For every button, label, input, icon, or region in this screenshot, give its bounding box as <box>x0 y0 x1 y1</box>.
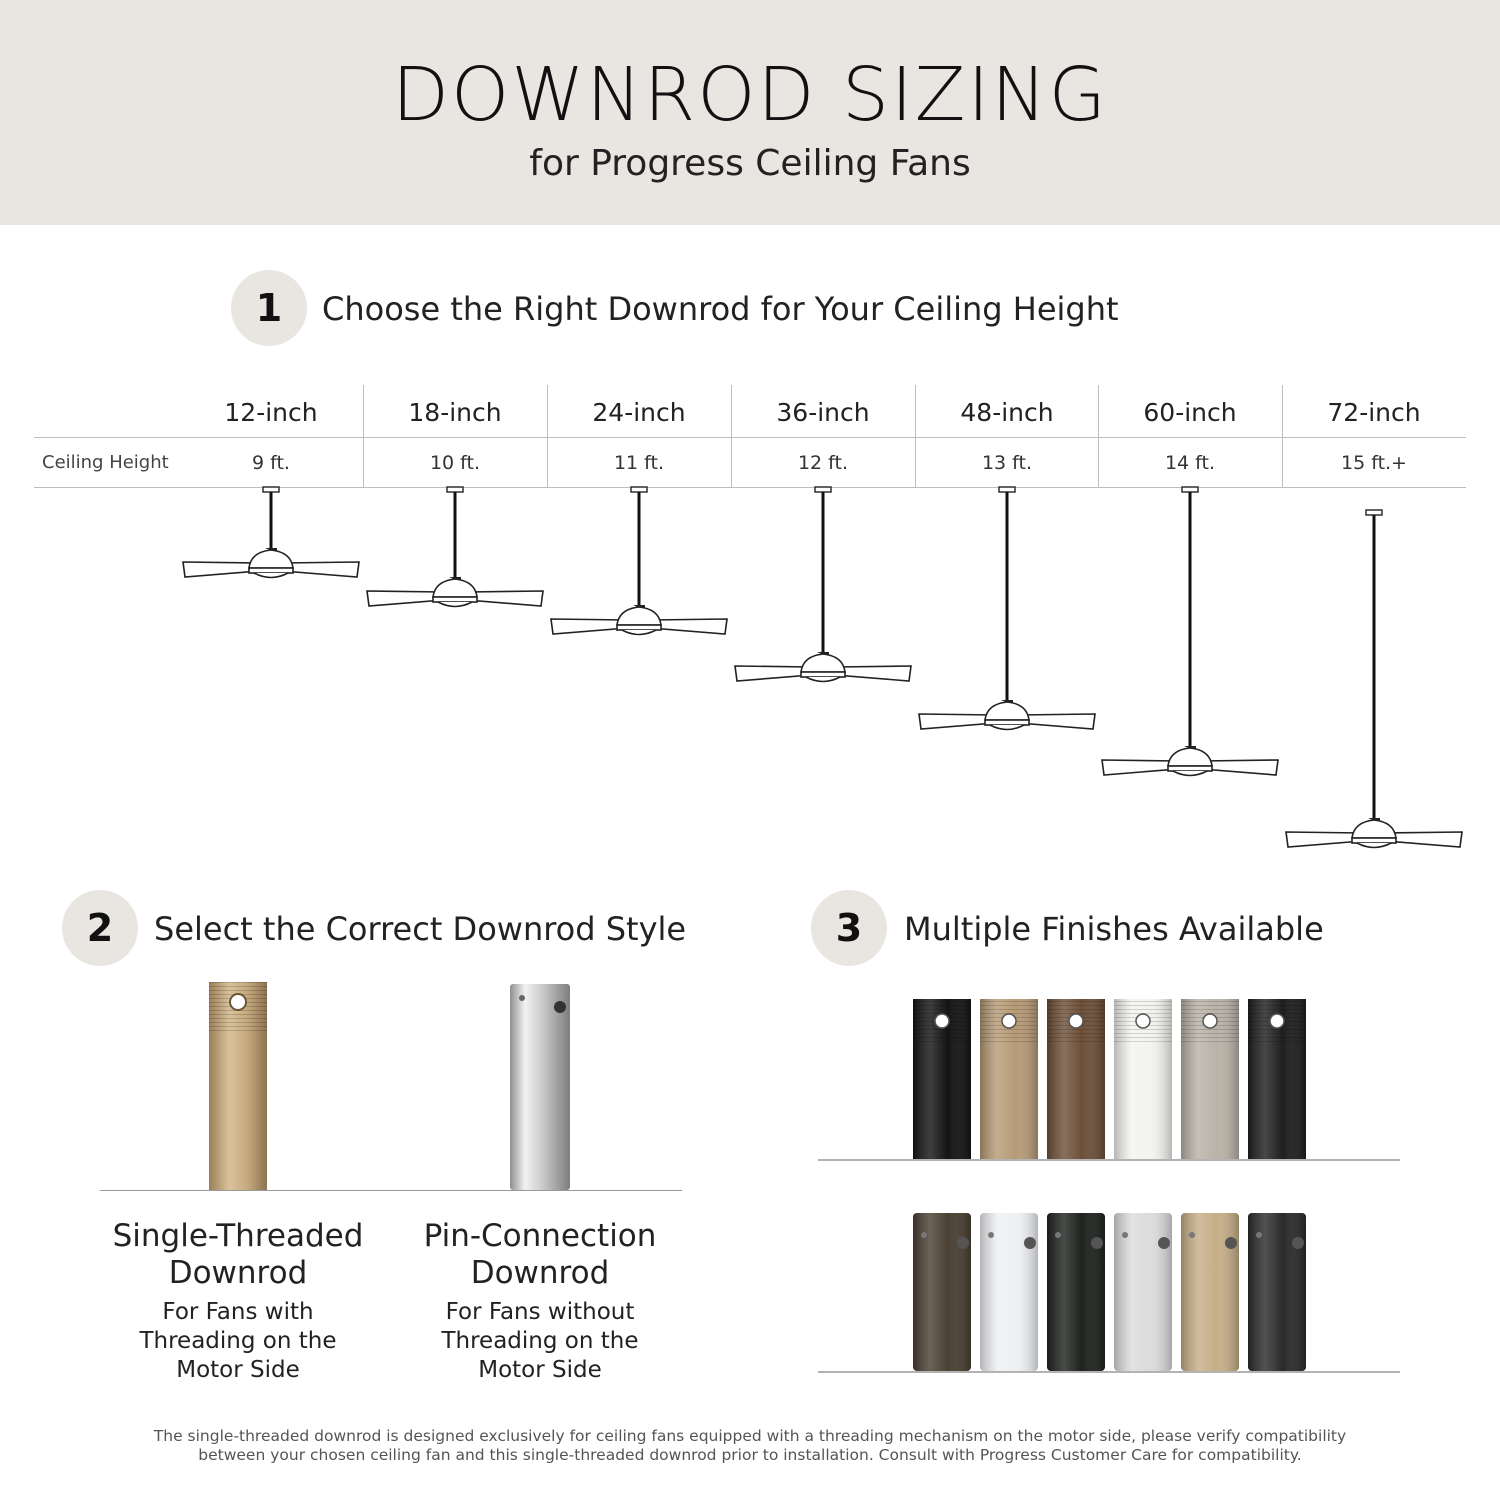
fan-72-inch <box>1286 510 1462 848</box>
step-3-badge: 3 <box>811 890 887 966</box>
threaded-finish-swatch <box>980 999 1038 1159</box>
ceiling-height-11: 11 ft. <box>613 452 665 474</box>
finish-swatches <box>800 985 1420 1385</box>
pin-finish-swatch <box>1248 1213 1306 1371</box>
pin-finish-swatch <box>1114 1213 1172 1371</box>
ceiling-height-12: 12 ft. <box>797 452 849 474</box>
ceiling-height-14: 14 ft. <box>1164 452 1216 474</box>
fan-60-inch <box>1102 487 1278 776</box>
ceiling-height-13: 13 ft. <box>981 452 1033 474</box>
pin-connection-name: Pin-Connection Downrod <box>423 1218 657 1291</box>
threaded-finish-row <box>913 999 1306 1159</box>
step-2-title: Select the Correct Downrod Style <box>154 910 687 948</box>
threaded-finish-swatch <box>913 999 971 1159</box>
ceiling-height-9: 9 ft. <box>252 452 290 474</box>
downrod-size-18: 18-inch <box>408 398 502 427</box>
step-1-title: Choose the Right Downrod for Your Ceiling Height <box>322 290 1119 328</box>
page-title: DOWNROD SIZING <box>392 52 1108 138</box>
single-threaded-name: Single-Threaded Downrod <box>112 1218 364 1291</box>
page-subtitle: for Progress Ceiling Fans <box>529 143 971 184</box>
downrod-size-36: 36-inch <box>776 398 870 427</box>
threaded-finish-swatch <box>1114 999 1172 1159</box>
single-threaded-downrod-image <box>209 982 267 1190</box>
ceiling-height-10: 10 ft. <box>429 452 481 474</box>
step-1-badge: 1 <box>231 270 307 346</box>
compatibility-disclaimer: The single-threaded downrod is designed exclusively for ceiling fans equipped with a threading mechanism on the motor side, please verify compatibility between your chosen ceiling fan and this single-threaded downrod prior to installation. Consult with Progress Customer Care for compatibility. <box>153 1427 1347 1464</box>
downrod-size-60: 60-inch <box>1143 398 1237 427</box>
threaded-finish-swatch <box>1047 999 1105 1159</box>
fan-36-inch <box>735 487 911 682</box>
step-3-title: Multiple Finishes Available <box>904 910 1324 948</box>
downrod-size-48: 48-inch <box>960 398 1054 427</box>
pin-finish-swatch <box>980 1213 1038 1371</box>
pin-connection-downrod-image <box>510 984 570 1190</box>
pin-connection-description: For Fans without Threading on the Motor Side <box>441 1299 639 1383</box>
pin-finish-swatch <box>1047 1213 1105 1371</box>
fan-18-inch <box>367 487 543 607</box>
ceiling-height-15-plus: 15 ft.+ <box>1341 452 1407 474</box>
pin-finish-swatch <box>1181 1213 1239 1371</box>
step-2-badge: 2 <box>62 890 138 966</box>
pin-finish-swatch <box>913 1213 971 1371</box>
fan-12-inch <box>183 487 359 578</box>
step-2-baseline <box>100 1190 682 1191</box>
ceiling-height-row-label: Ceiling Height <box>42 452 169 473</box>
downrod-size-24: 24-inch <box>592 398 686 427</box>
pin-finish-row <box>913 1213 1306 1371</box>
downrod-style-illustrations <box>0 970 720 1210</box>
single-threaded-description: For Fans with Threading on the Motor Side <box>139 1299 337 1383</box>
fan-24-inch <box>551 487 727 635</box>
fan-48-inch <box>919 487 1095 730</box>
threaded-finish-swatch <box>1248 999 1306 1159</box>
downrod-size-12: 12-inch <box>224 398 318 427</box>
downrod-size-72: 72-inch <box>1327 398 1421 427</box>
threaded-finish-swatch <box>1181 999 1239 1159</box>
